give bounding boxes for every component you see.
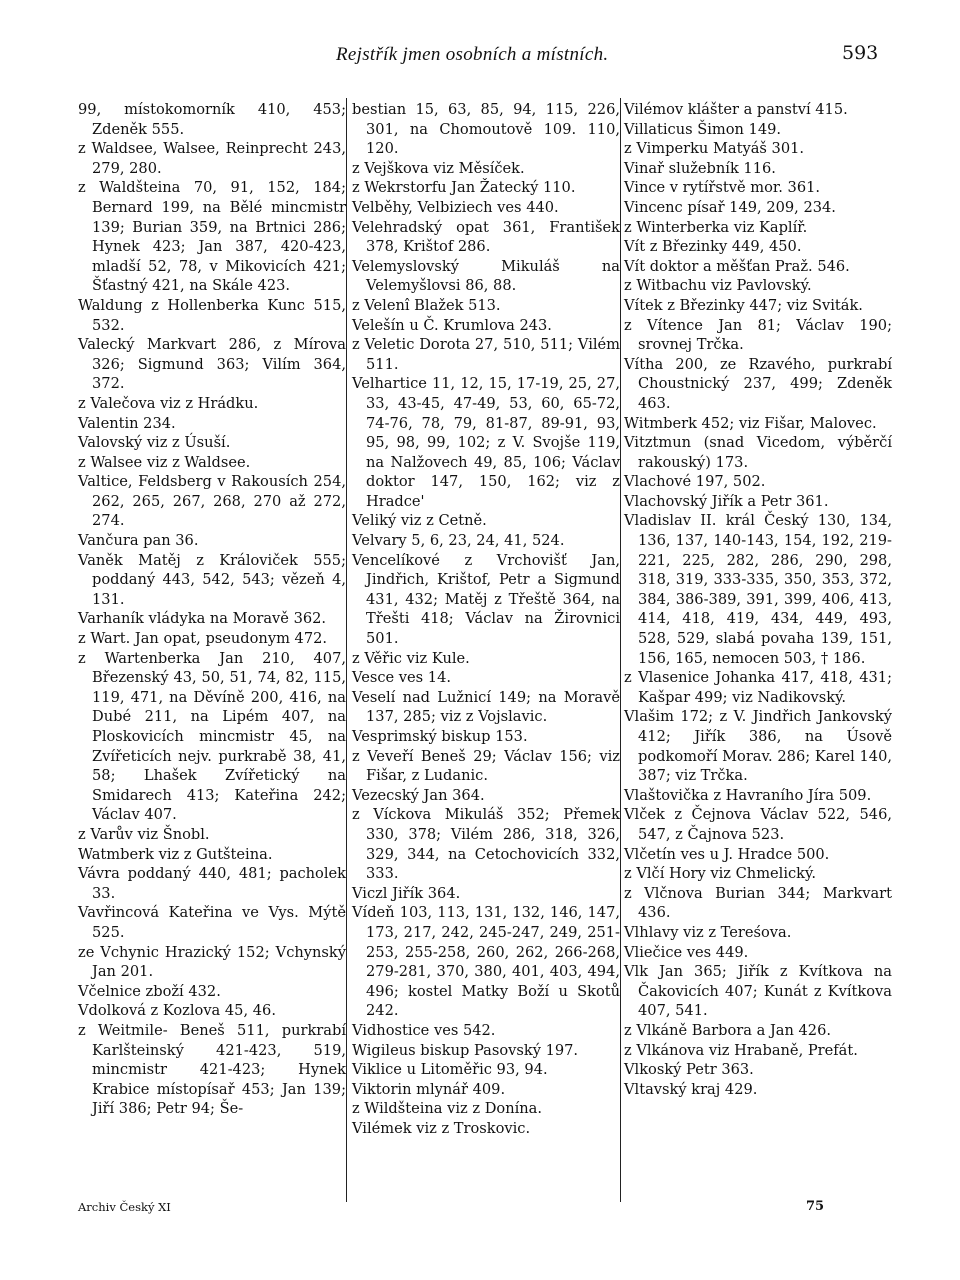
index-entry: z Víckova Mikuláš 352; Přemek 330, 378; Vilém 286, 318, 326, 329, 344, na Cetochovicích 332, 333.: [352, 806, 620, 883]
index-entry: Vlhlavy viz z Tereśova.: [624, 923, 792, 941]
index-entry: z Vlčnova Burian 344; Markvart 436.: [624, 884, 892, 922]
index-entry: z Wekrstorfu Jan Žatecký 110.: [352, 179, 576, 197]
index-entry: z Valečova viz z Hrádku.: [78, 394, 259, 412]
index-entry: Witmberk 452; viz Fišar, Malovec.: [624, 414, 877, 432]
column-divider: [346, 98, 347, 1202]
index-entry: z Waldsee, Walsee, Reinprecht 243, 279, 280.: [78, 140, 346, 177]
index-entry: Vladislav II. král Český 130, 134, 136, 137, 140-143, 154, 192, 219-221, 225, 282, 286, 290, 298, 318, 319, 333-335, 350, 353, 372, 384, 386-389, 391, 399, 406, 413, 414, 418, 419, 434, 449, 493, 528, 529, slabá povaha 139, 151, 156, 165, nemocen 503, † 186.: [624, 512, 892, 667]
index-entry: Waldung z Hollenberka Kunc 515, 532.: [78, 296, 346, 334]
index-entry: z Wildšteina viz z Donína.: [352, 1100, 543, 1118]
index-entry: Vlašim 172; z V. Jindřich Jankovský 412; Jiřík 386, na Úsově podkomoří Morav. 286; Karel 140, 387; viz Trčka.: [624, 708, 892, 785]
index-entry: Velběhy, Velbiziech ves 440.: [352, 198, 559, 216]
index-entry: Valtice, Feldsberg v Rakousích 254, 262, 265, 267, 268, 270 až 272, 274.: [78, 473, 346, 530]
index-entry: z Walsee viz z Waldsee.: [78, 453, 251, 471]
footer-sheet-number: 75: [806, 1199, 825, 1214]
index-column-1: [78, 100, 346, 1119]
index-entry: Vídeň 103, 113, 131, 132, 146, 147, 173, 217, 242, 245-247, 249, 251-253, 255-258, 260, 262, 266-268, 279-281, 370, 380, 401, 403, 494, 496; kostel Matky Boží u Skotů 242.: [352, 904, 620, 1020]
index-entry: Vitztmun (snad Vicedom, výběrčí rakouský) 173.: [624, 434, 892, 471]
index-entry: Veselí nad Lužnicí 149; na Moravě 137, 285; viz z Vojslavic.: [352, 688, 620, 726]
index-entry: Vlčetín ves u J. Hradce 500.: [624, 845, 830, 863]
index-entry: z Vítence Jan 81; Václav 190; srovnej Trčka.: [624, 316, 892, 354]
index-entry: z Winterberka viz Kaplíř.: [624, 218, 808, 236]
page-number: 593: [842, 42, 879, 64]
index-entry: Vlkoský Petr 363.: [624, 1061, 754, 1079]
index-entry: Vít z Březinky 449, 450.: [624, 238, 802, 256]
index-entry: Vesce ves 14.: [352, 669, 451, 687]
index-entry: Vince v rytířstvě mor. 361.: [624, 179, 821, 197]
index-entry: Vítek z Březinky 447; viz Sviták.: [624, 296, 863, 314]
index-entry: Vilémek viz z Troskovic.: [352, 1119, 531, 1137]
index-entry: z Vimperku Matyáš 301.: [624, 140, 805, 158]
index-entry: Velvary 5, 6, 23, 24, 41, 524.: [352, 532, 565, 550]
index-entry: Vlachovský Jiřík a Petr 361.: [624, 492, 829, 510]
index-entry: Watmberk viz z Gutšteina.: [78, 845, 273, 863]
index-entry: Vidhostice ves 542.: [352, 1021, 496, 1039]
index-entry: z Waldšteina 70, 91, 152, 184; Bernard 199, na Bělé mincmistr 139; Burian 359, na Brtnici 286; Hynek 423; Jan 387, 420-423, mladší 52, 78, v Mikovicích 421; Šťastný 421, na Skále 423.: [78, 179, 346, 295]
index-entry: Vinař služebník 116.: [624, 159, 776, 177]
index-entry: Vdolková z Kozlova 45, 46.: [78, 1002, 276, 1020]
index-entry: z Wartenberka Jan 210, 407, Březenský 43, 50, 51, 74, 82, 115, 119, 471, na Děvíně 200, 416, na Dubé 211, na Lipém 407, na Ploskovicích mincmistr 45, na Zvířeticích nejv. purkrabě 38, 41, 58; Lhašek Zvířetický na Smidarech 413; Kateřina 242; Václav 407.: [78, 649, 346, 824]
index-entry: z Wart. Jan opat, pseudonym 472.: [78, 630, 328, 648]
index-entry: Viklice u Litoměřic 93, 94.: [352, 1061, 548, 1079]
index-entry: z Witbachu viz Pavlovský.: [624, 277, 812, 295]
index-entry: Vaněk Matěj z Královiček 555; poddaný 443, 542, 543; vězeň 4, 131.: [78, 551, 346, 608]
index-entry: Velešín u Č. Krumlova 243.: [352, 316, 552, 334]
index-entry: Vezecský Jan 364.: [352, 786, 485, 804]
index-entry: Vančura pan 36.: [78, 532, 199, 550]
index-entry: z Veveří Beneš 29; Václav 156; viz Fišar, z Ludanic.: [352, 747, 620, 785]
index-entry: z Vlasenice Johanka 417, 418, 431; Kašpar 499; viz Nadikovský.: [624, 669, 892, 706]
index-entry: Velehradský opat 361, František 378, Krištof 286.: [352, 218, 620, 256]
index-entry: Veliký viz z Cetně.: [352, 512, 487, 530]
index-entry: Vlaštovička z Havraního Jíra 509.: [624, 786, 872, 804]
index-entry: Viktorin mlynář 409.: [352, 1080, 506, 1098]
index-entry: Vesprimský biskup 153.: [352, 728, 528, 745]
index-entry: Vltavský kraj 429.: [624, 1080, 758, 1098]
index-entry: Velemyslovský Mikuláš na Velemyšlovsi 86, 88.: [352, 257, 620, 295]
index-entry: Valovský viz z Úsuší.: [78, 434, 231, 452]
index-entry: Vlk Jan 365; Jiřík z Kvítkova na Čakovicích 407; Kunát z Kvítkova 407, 541.: [624, 963, 892, 1020]
index-entry: Wigileus biskup Pasovský 197.: [352, 1041, 579, 1059]
index-entry: Včelnice zboží 432.: [78, 982, 221, 1000]
index-entry: Valecký Markvart 286, z Mírova 326; Sigmund 363; Vilím 364, 372.: [78, 336, 346, 393]
index-entry: Valentin 234.: [78, 414, 176, 432]
index-entry: Vítha 200, ze Rzavého, purkrabí Choustnický 237, 499; Zdeněk 463.: [624, 355, 892, 412]
running-head: Rejstřík jmen osobních a místních.: [336, 44, 609, 65]
index-entry: z Vejškova viz Měsíček.: [352, 159, 525, 177]
index-entry: Varhaník vládyka na Moravě 362.: [78, 610, 327, 628]
index-entry: z Weitmile- Beneš 511, purkrabí Karlšteinský 421-423, 519, mincmistr 421-423; Hynek Krabice místopísař 453; Jan 139; Jiří 386; Petr 94; Še-: [78, 1021, 346, 1118]
column-divider: [620, 98, 621, 1202]
index-entry: ze Vchynic Hrazický 152; Vchynský Jan 201.: [78, 943, 346, 981]
index-entry: Vít doktor a měšťan Praž. 546.: [624, 257, 850, 275]
index-entry: Vilémov klášter a panství 415.: [624, 101, 848, 118]
index-entry: 99, místokomorník 410, 453; Zdeněk 555.: [78, 101, 346, 138]
index-entry: z Vlkánova viz Hrabaně, Prefát.: [624, 1041, 858, 1059]
index-entry: Vencelíkové z Vrchovišť Jan, Jindřich, Krištof, Petr a Sigmund 431, 432; Matěj z Třeště 364, na Třešti 418; Václav na Žirovnici 501.: [352, 551, 620, 648]
index-entry: z Vlkáně Barbora a Jan 426.: [624, 1021, 832, 1039]
index-entry: Vávra poddaný 440, 481; pacholek 33.: [78, 865, 346, 902]
index-entry: Vlachové 197, 502.: [624, 473, 766, 491]
index-entry: Viczl Jiřík 364.: [352, 884, 461, 902]
index-entry: z Velenî Blažek 513.: [352, 296, 501, 314]
index-entry: Vincenc písař 149, 209, 234.: [624, 198, 836, 216]
index-entry: z Věřic viz Kule.: [352, 649, 470, 667]
index-column-2: [352, 100, 620, 1138]
index-entry: Vavřincová Kateřina ve Vys. Mýtě 525.: [78, 904, 346, 941]
index-entry: z Vlčí Hory viz Chmelický.: [624, 865, 816, 883]
index-entry: Vlček z Čejnova Václav 522, 546, 547, z Čajnova 523.: [624, 806, 892, 843]
index-entry: bestian 15, 63, 85, 94, 115, 226, 301, na Chomoutově 109. 110, 120.: [352, 101, 620, 158]
index-entry: Villaticus Šimon 149.: [624, 120, 782, 138]
index-entry: z Varův viz Šnobl.: [78, 825, 210, 843]
index-entry: Velhartice 11, 12, 15, 17-19, 25, 27, 33, 43-45, 47-49, 53, 60, 65-72, 74-76, 78, 79, 81-87, 89-91, 93, 95, 98, 99, 102; z V. Svojše 119, na Nalžovech 49, 85, 106; Václav doktor 147, 150, 162; viz z Hradce': [352, 375, 620, 510]
index-column-3: [624, 100, 892, 1099]
footer-signature: Archiv Český XI: [78, 1200, 171, 1214]
index-entry: z Veletic Dorota 27, 510, 511; Vilém 511.: [352, 336, 620, 373]
index-entry: Vliečice ves 449.: [624, 943, 749, 961]
